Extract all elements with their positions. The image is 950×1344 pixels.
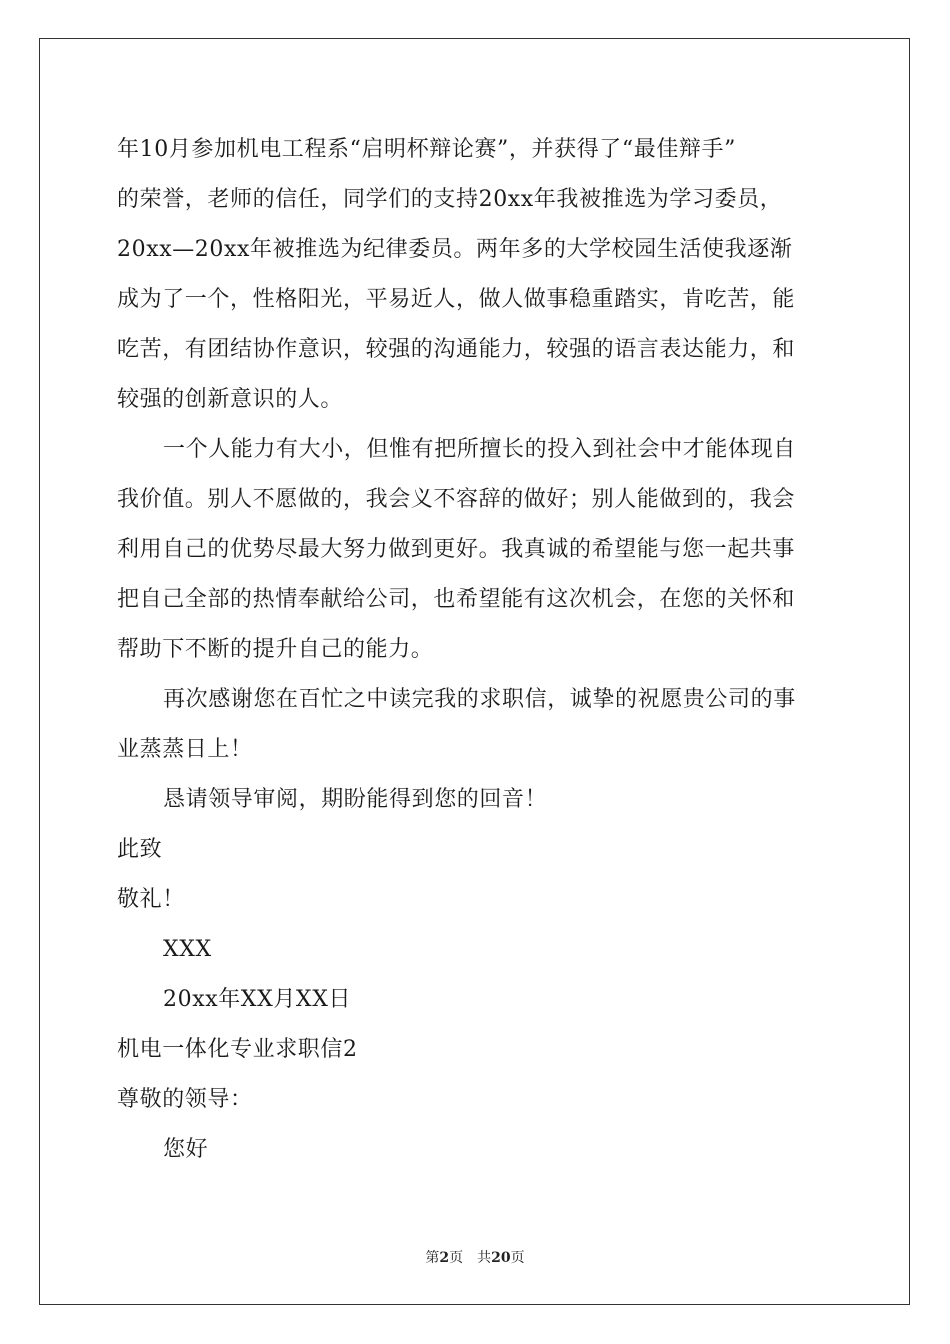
text-line: 机电一体化专业求职信2 [117, 1037, 358, 1062]
total-pages: 20 [491, 1250, 511, 1266]
text-line: 我价值。别人不愿做的，我会义不容辞的做好；别人能做到的，我会 [117, 487, 796, 512]
text-line: 把自己全部的热情奉献给公司，也希望能有这次机会，在您的关怀和 [117, 587, 796, 612]
paragraph [117, 825, 837, 875]
text-line: 帮助下不断的提升自己的能力。 [117, 637, 434, 662]
paragraph [117, 675, 837, 775]
text-line: 成为了一个，性格阳光，平易近人，做人做事稳重踏实，肯吃苦，能 [117, 287, 796, 312]
paragraph [117, 425, 837, 675]
page-suffix: 页 [449, 1250, 464, 1266]
page-number: 2 [439, 1250, 450, 1266]
paragraph [117, 125, 837, 425]
page-prefix: 第 [425, 1250, 440, 1266]
text-line: 年10月参加机电工程系“启明杯辩论赛”，并获得了“最佳辩手” [117, 137, 736, 162]
text-line: 再次感谢您在百忙之中读完我的求职信，诚挚的祝愿贵公司的事 [163, 687, 796, 712]
text-line: XXX [163, 937, 212, 962]
paragraph [117, 925, 837, 975]
letter-body [117, 125, 837, 1175]
paragraph [117, 1025, 837, 1075]
text-line: 您好 [163, 1137, 209, 1162]
text-line: 一个人能力有大小，但惟有把所擅长的投入到社会中才能体现自 [163, 437, 796, 462]
paragraph [117, 1075, 837, 1125]
text-line: 吃苦，有团结协作意识，较强的沟通能力，较强的语言表达能力，和 [117, 337, 796, 362]
total-suffix: 页 [510, 1250, 525, 1266]
paragraph [117, 875, 837, 925]
text-line: 敬礼！ [117, 887, 185, 912]
text-line: 恳请领导审阅，期盼能得到您的回音！ [163, 787, 548, 812]
text-line: 20xx—20xx年被推选为纪律委员。两年多的大学校园生活使我逐渐 [117, 237, 793, 262]
paragraph [117, 975, 837, 1025]
total-prefix: 共 [477, 1250, 492, 1266]
text-line: 20xx年XX月XX日 [163, 987, 352, 1012]
text-line: 尊敬的领导： [117, 1087, 253, 1112]
text-line: 的荣誉，老师的信任，同学们的支持20xx年我被推选为学习委员， [117, 187, 783, 212]
text-line: 较强的创新意识的人。 [117, 387, 344, 412]
text-line: 利用自己的优势尽最大努力做到更好。我真诚的希望能与您一起共事 [117, 537, 796, 562]
paragraph [117, 1125, 837, 1175]
page-footer [0, 1247, 950, 1267]
text-line: 业蒸蒸日上！ [117, 737, 253, 762]
text-line: 此致 [117, 837, 163, 862]
paragraph [117, 775, 837, 825]
